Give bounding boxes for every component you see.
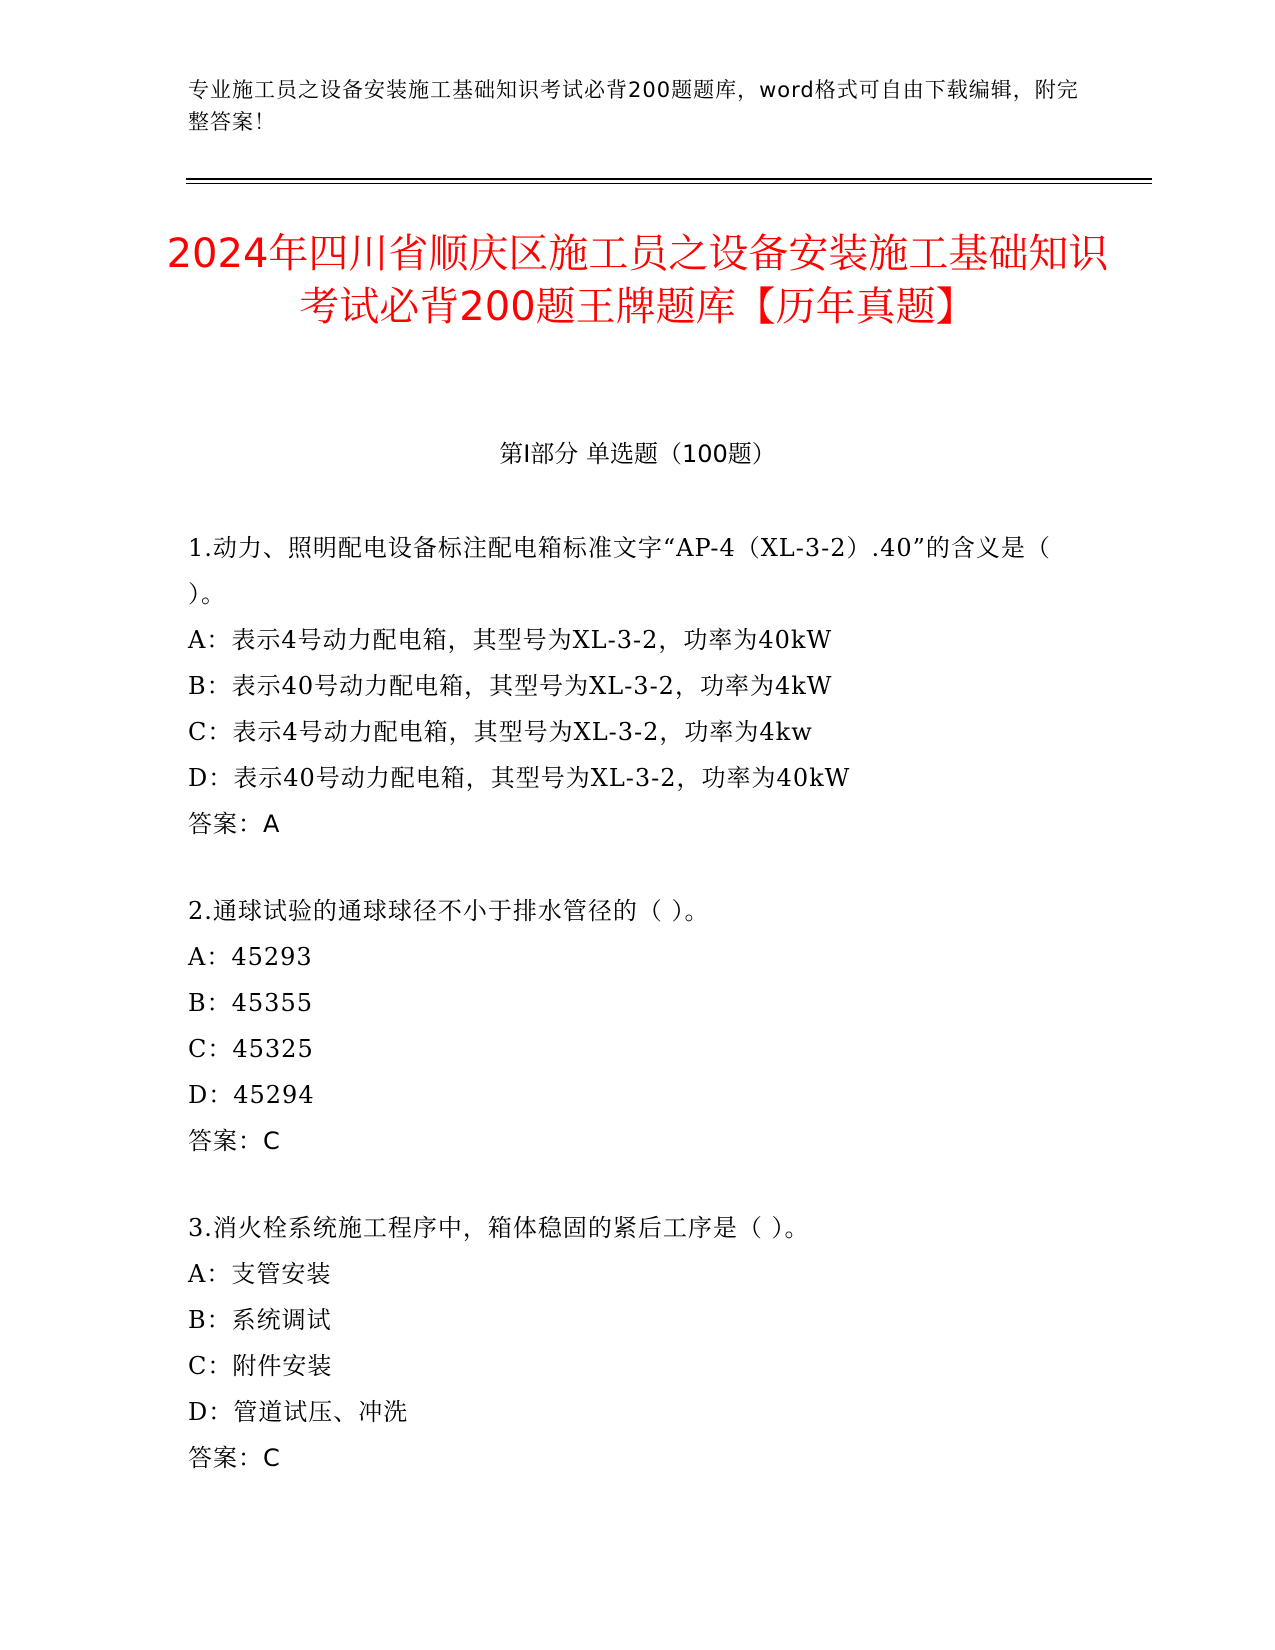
question-1 xyxy=(188,525,1088,847)
option-b: B：表示40号动力配电箱，其型号为XL-3-2，功率为4kW xyxy=(188,672,833,700)
header-rule-thick xyxy=(186,178,1152,180)
question-stem: 2.通球试验的通球球径不小于排水管径的（ ）。 xyxy=(188,897,710,925)
section-heading: 第Ⅰ部分 单选题（100题） xyxy=(499,440,776,468)
question-2 xyxy=(188,888,1088,1164)
document-title: 2024年四川省顺庆区施工员之设备安装施工基础知识考试必背200题王牌题库【历年真题】 xyxy=(166,231,1109,330)
answer: 答案：C xyxy=(188,1127,281,1155)
option-a: A：表示4号动力配电箱，其型号为XL-3-2，功率为40kW xyxy=(188,626,833,654)
option-a: A：支管安装 xyxy=(188,1260,332,1288)
answer: 答案：A xyxy=(188,810,281,838)
option-b: B：45355 xyxy=(188,989,313,1017)
answer: 答案：C xyxy=(188,1444,281,1472)
question-stem: 1.动力、照明配电设备标注配电箱标准文字“AP-4（XL-3-2）.40”的含义是（ ）。 xyxy=(188,534,1051,608)
option-d: D：表示40号动力配电箱，其型号为XL-3-2，功率为40kW xyxy=(188,764,851,792)
question-stem: 3.消火栓系统施工程序中，箱体稳固的紧后工序是（ ）。 xyxy=(188,1214,810,1242)
option-d: D：管道试压、冲洗 xyxy=(188,1398,409,1426)
option-c: C：表示4号动力配电箱，其型号为XL-3-2，功率为4kw xyxy=(188,718,813,746)
option-a: A：45293 xyxy=(188,943,313,971)
option-c: C：45325 xyxy=(188,1035,314,1063)
header-rule-thin xyxy=(186,183,1152,184)
question-3 xyxy=(188,1205,1088,1481)
option-d: D：45294 xyxy=(188,1081,315,1109)
option-c: C：附件安装 xyxy=(188,1352,333,1380)
header-note: 专业施工员之设备安装施工基础知识考试必背200题题库，word格式可自由下载编辑，附完整答案！ xyxy=(188,78,1079,134)
option-b: B：系统调试 xyxy=(188,1306,332,1334)
